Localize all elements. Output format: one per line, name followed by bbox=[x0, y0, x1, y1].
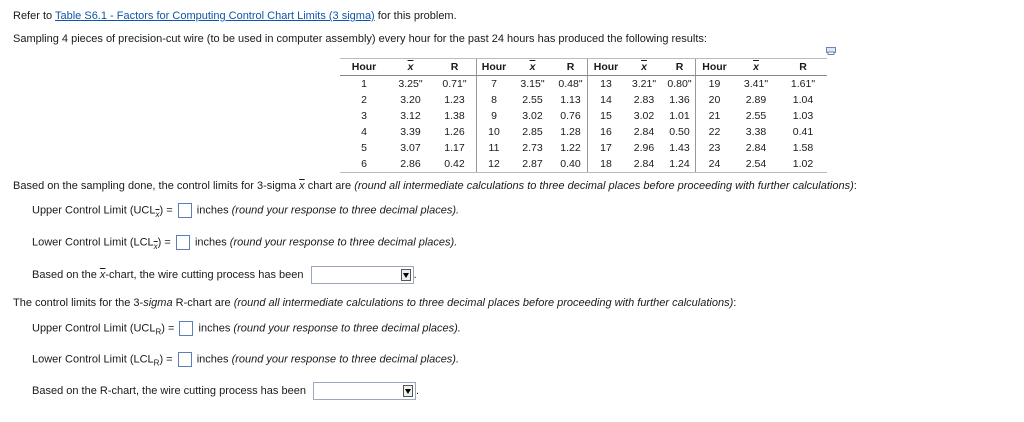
col-header-hour: Hour bbox=[696, 59, 734, 76]
xbar-ucl-row: Upper Control Limit $(UCL_{\overline{x}})$ = inches (round your response to three decimal places). bbox=[32, 204, 460, 219]
cell-hour: 13 bbox=[588, 76, 625, 93]
problem-intro: Sampling 4 pieces of precision-cut wire (to be used in computer assembly) every hour for the past 24 hours has produced the following results: bbox=[13, 33, 707, 45]
cell-hour: 3 bbox=[361, 110, 367, 122]
cell-range: 1.04 bbox=[792, 94, 814, 106]
cell-range: 1.22 bbox=[560, 142, 581, 154]
cell-range: 1.23 bbox=[444, 94, 465, 106]
cell-hour: 16 bbox=[588, 124, 625, 140]
col-header-range: R bbox=[554, 59, 588, 76]
cell-range: 0.50 bbox=[669, 126, 690, 138]
cell-hour: 7 bbox=[477, 76, 512, 93]
cell-xbar: 2.55 bbox=[522, 94, 543, 106]
cell-xbar: 3.21" bbox=[631, 78, 657, 90]
cell-xbar: 2.96 bbox=[633, 142, 655, 154]
cell-hour: 4 bbox=[361, 126, 367, 138]
cell-hour: 15 bbox=[588, 108, 625, 124]
cell-xbar: 3.15" bbox=[520, 78, 545, 90]
cell-xbar: 3.38 bbox=[745, 126, 767, 138]
cell-range: 1.13 bbox=[560, 94, 581, 106]
cell-range: 1.43 bbox=[669, 142, 690, 154]
cell-range: 1.38 bbox=[444, 110, 465, 122]
cell-xbar: 2.87 bbox=[511, 156, 554, 173]
cell-xbar: 2.54 bbox=[733, 156, 779, 173]
cell-hour: 22 bbox=[696, 124, 734, 140]
table-row bbox=[340, 108, 827, 124]
cell-xbar: 2.89 bbox=[745, 94, 767, 106]
cell-xbar: 2.86 bbox=[388, 156, 433, 173]
cell-hour: 2 bbox=[361, 94, 367, 106]
cell-hour: 14 bbox=[588, 92, 625, 108]
cell-xbar: 3.07 bbox=[400, 142, 421, 154]
cell-xbar: 2.84 bbox=[624, 156, 664, 173]
cell-hour: 12 bbox=[477, 156, 512, 173]
table-body bbox=[340, 76, 827, 173]
col-header-hour: Hour bbox=[340, 59, 388, 76]
cell-xbar: 3.20 bbox=[400, 94, 421, 106]
sample-data-table bbox=[340, 58, 827, 173]
cell-xbar: 2.85 bbox=[522, 126, 543, 138]
cell-xbar: 3.02 bbox=[522, 110, 543, 122]
cell-hour: 10 bbox=[477, 124, 512, 140]
cell-range: 0.42 bbox=[433, 156, 477, 173]
table-header-row bbox=[340, 59, 827, 76]
cell-hour: 19 bbox=[696, 76, 734, 93]
col-header-range: R bbox=[779, 59, 827, 76]
cell-range: 1.01 bbox=[669, 110, 690, 122]
table-row bbox=[340, 76, 827, 93]
cell-range: 0.80" bbox=[667, 78, 692, 90]
table-row bbox=[340, 140, 827, 156]
table-s6-1-link[interactable]: Table S6.1 - Factors for Computing Control Chart Limits (3 sigma) bbox=[55, 10, 375, 22]
cell-xbar: 3.41" bbox=[743, 78, 769, 90]
r-lcl-row: Lower Control Limit $(LCL_R)$ = inches (round your response to three decimal places). bbox=[32, 353, 460, 368]
cell-range: 0.48" bbox=[558, 78, 583, 90]
cell-xbar: 2.84 bbox=[633, 126, 655, 138]
refer-line: Refer to Table S6.1 - Factors for Computing Control Chart Limits (3 sigma) for this problem. bbox=[13, 10, 457, 22]
chevron-down-icon[interactable] bbox=[401, 269, 411, 281]
cell-hour: 18 bbox=[588, 156, 625, 173]
table-row bbox=[340, 124, 827, 140]
cell-range: 1.17 bbox=[444, 142, 465, 154]
cell-xbar: 2.84 bbox=[745, 142, 767, 154]
r-question: The control limits for the 3-sigma R-chart are (round all intermediate calculations to three decimal places before proceeding with further calculations): bbox=[13, 297, 737, 309]
cell-xbar: 3.39 bbox=[400, 126, 421, 138]
col-header-range: R bbox=[664, 59, 696, 76]
cell-range: 1.02 bbox=[779, 156, 827, 173]
cell-hour: 23 bbox=[696, 140, 734, 156]
col-header-xbar: $\overline{x}$ bbox=[388, 59, 433, 76]
xbar-process-dropdown[interactable] bbox=[311, 266, 414, 284]
xbar-process-row: Based on the $\overline{x}$-chart, the wire cutting process has been . bbox=[32, 266, 417, 284]
xbar-lcl-input[interactable] bbox=[176, 235, 190, 250]
xbar-question: Based on the sampling done, the control limits for 3-sigma $\overline{x}$ chart are (round all intermediate calculations to three decimal places before proceeding with further calculations): bbox=[13, 180, 857, 192]
r-ucl-input[interactable] bbox=[179, 321, 193, 336]
table-row bbox=[340, 156, 827, 173]
cell-xbar: 3.02 bbox=[633, 110, 655, 122]
cell-range: 1.28 bbox=[560, 126, 581, 138]
col-header-xbar: $\overline{x}$ bbox=[733, 59, 779, 76]
col-header-xbar: $\overline{x}$ bbox=[511, 59, 554, 76]
cell-hour: 8 bbox=[477, 92, 512, 108]
cell-hour: 20 bbox=[696, 92, 734, 108]
cell-hour: 9 bbox=[477, 108, 512, 124]
xbar-ucl-input[interactable] bbox=[178, 203, 192, 218]
cell-range: 1.36 bbox=[669, 94, 690, 106]
col-header-xbar: $\overline{x}$ bbox=[624, 59, 664, 76]
cell-range: 1.24 bbox=[664, 156, 696, 173]
r-process-dropdown[interactable] bbox=[313, 382, 416, 400]
cell-xbar: 2.73 bbox=[522, 142, 543, 154]
cell-xbar: 2.55 bbox=[745, 110, 767, 122]
cell-hour: 5 bbox=[361, 142, 367, 154]
cell-range: 1.26 bbox=[444, 126, 465, 138]
cell-hour: 1 bbox=[361, 78, 367, 90]
r-process-row: Based on the R-chart, the wire cutting process has been . bbox=[32, 382, 419, 400]
chevron-down-icon[interactable] bbox=[403, 385, 413, 397]
col-header-range: R bbox=[433, 59, 477, 76]
table-row bbox=[340, 92, 827, 108]
r-lcl-input[interactable] bbox=[178, 352, 192, 367]
cell-xbar: 3.25" bbox=[398, 78, 423, 90]
cell-hour: 21 bbox=[696, 108, 734, 124]
cell-range: 1.58 bbox=[792, 142, 814, 154]
cell-hour: 24 bbox=[696, 156, 734, 173]
cell-range: 1.61" bbox=[790, 78, 816, 90]
cell-hour: 11 bbox=[477, 140, 512, 156]
col-header-hour: Hour bbox=[477, 59, 512, 76]
xbar-lcl-row: Lower Control Limit $(LCL_{\overline{x}})$ = inches (round your response to three decimal places). bbox=[32, 236, 458, 251]
cell-hour: 17 bbox=[588, 140, 625, 156]
print-icon[interactable] bbox=[826, 47, 836, 55]
cell-range: 0.40 bbox=[554, 156, 588, 173]
cell-range: 0.71" bbox=[442, 78, 467, 90]
cell-range: 0.41 bbox=[792, 126, 814, 138]
cell-hour: 6 bbox=[340, 156, 388, 173]
cell-xbar: 3.12 bbox=[400, 110, 421, 122]
r-ucl-row: Upper Control Limit $(UCL_R)$ = inches (round your response to three decimal places). bbox=[32, 322, 461, 337]
col-header-hour: Hour bbox=[588, 59, 625, 76]
cell-range: 0.76 bbox=[560, 110, 581, 122]
cell-range: 1.03 bbox=[792, 110, 814, 122]
cell-xbar: 2.83 bbox=[633, 94, 655, 106]
